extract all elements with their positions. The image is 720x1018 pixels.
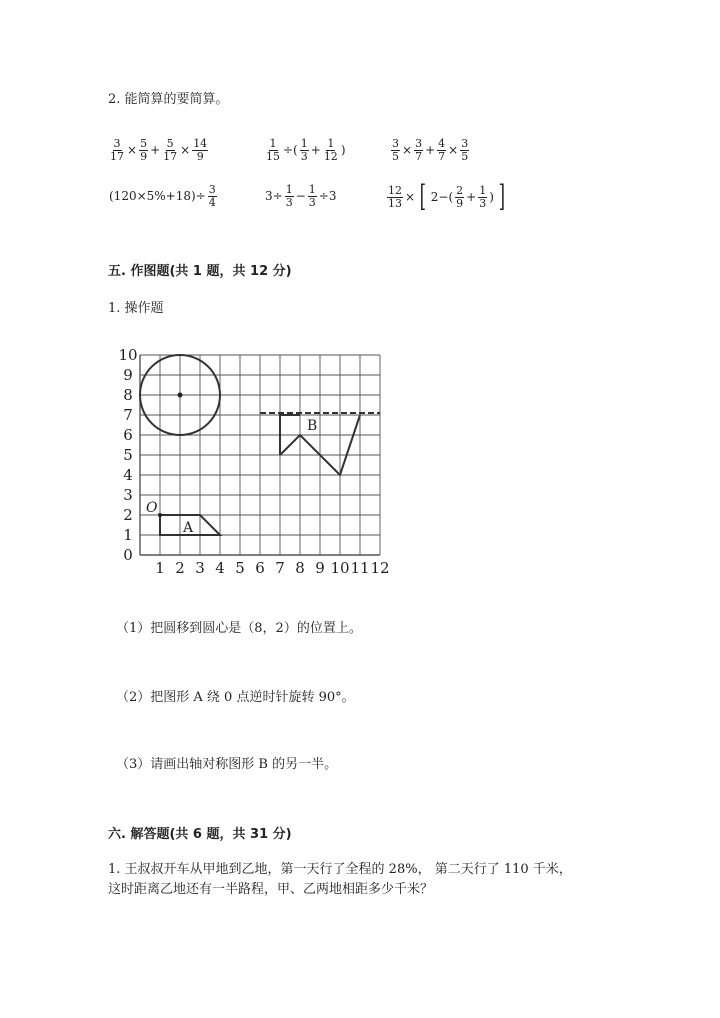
fraction: $\frac{3}{7}$	[415, 137, 423, 163]
section-5-title: 五. 作图题(共 1 题，共 12 分)	[108, 264, 292, 279]
problem-1-line-2: 这时距离乙地还有一半路程，甲、乙两地相距多少千米？	[108, 882, 434, 897]
problem-1-line-1: 1. 王叔叔开车从甲地到乙地，第一天行了全程的 28%， 第二天行了 110 千米，	[108, 862, 572, 877]
y-axis-label: 6	[123, 426, 133, 444]
x-axis-label: 6	[255, 559, 265, 577]
fraction: $\frac{1}{3}$	[300, 137, 308, 163]
question-1-heading: 1. 操作题	[108, 301, 164, 316]
right-bracket: ]	[498, 179, 505, 214]
x-axis-label: 12	[370, 559, 390, 577]
fraction: $\frac{5}{9}$	[140, 137, 148, 163]
fraction: $\frac{3}{17}$	[110, 137, 124, 163]
fraction: $\frac{3}{5}$	[461, 137, 469, 163]
fraction: $\frac{1}{15}$	[266, 137, 280, 163]
x-axis-label: 11	[350, 559, 370, 577]
y-axis-label: 4	[123, 466, 133, 484]
x-axis-label: 2	[175, 559, 185, 577]
expression-1: $\frac{3}{17}$ × $\frac{5}{9}$ + $\frac{5}{17}$ × $\frac{14}{9}$	[110, 137, 208, 163]
origin-point	[158, 513, 162, 517]
x-axis-label: 4	[215, 559, 225, 577]
y-axis-label: 9	[123, 366, 133, 384]
expression-5: 3÷ $\frac{1}{3}$ − $\frac{1}{3}$ ÷3	[265, 183, 337, 209]
sub-question-1: （1）把圆移到圆心是（8，2）的位置上。	[116, 621, 362, 636]
circle-center-dot	[178, 393, 183, 398]
section-6-title: 六. 解答题(共 6 题，共 31 分)	[108, 827, 292, 842]
y-axis-label: 3	[123, 486, 133, 504]
fraction: $\frac{3}{5}$	[392, 137, 399, 163]
y-axis-label: 7	[123, 406, 133, 424]
y-axis-label: 10	[118, 346, 138, 364]
y-axis-label: 2	[123, 506, 133, 524]
fraction: $\frac{1}{3}$	[479, 183, 487, 210]
fraction: $\frac{4}{7}$	[438, 137, 446, 163]
origin-label: O	[146, 500, 158, 516]
fraction: $\frac{2}{9}$	[456, 183, 464, 210]
y-axis-label: 1	[123, 526, 133, 544]
y-axis-label: 0	[123, 546, 133, 564]
x-axis-label: 1	[155, 559, 165, 577]
expression-6: $\frac{12}{13}$ × [ 2−( $\frac{2}{9}$ + $\frac{1}{3}$ ) ]	[388, 179, 505, 214]
x-axis-label: 3	[195, 559, 205, 577]
y-axis-labels	[118, 346, 137, 564]
fraction: $\frac{14}{9}$	[193, 137, 208, 163]
grid-lines	[140, 355, 380, 555]
x-axis-labels	[155, 559, 389, 577]
x-axis-label: 8	[295, 559, 305, 577]
shape-b-label: B	[307, 418, 318, 434]
x-axis-label: 10	[330, 559, 350, 577]
fraction: $\frac{12}{13}$	[388, 183, 402, 210]
question-2-heading: 2. 能简算的要简算。	[108, 92, 229, 107]
fraction: $\frac{3}{4}$	[208, 183, 216, 209]
y-axis-label: 8	[123, 386, 133, 404]
expression-2: $\frac{1}{15}$ ÷( $\frac{1}{3}$ + $\frac{1}{12}$ )	[266, 137, 346, 163]
x-axis-label: 5	[235, 559, 245, 577]
expression-3: $\frac{3}{5}$ × $\frac{3}{7}$ + $\frac{4}{7}$ × $\frac{3}{5}$	[392, 137, 469, 163]
sub-question-3: （3）请画出轴对称图形 B 的另一半。	[116, 757, 338, 772]
fraction: $\frac{1}{12}$	[323, 137, 338, 163]
left-bracket: [	[419, 179, 427, 214]
y-axis-label: 5	[123, 446, 133, 464]
expression-4: (120×5%+18)÷ $\frac{3}{4}$	[109, 183, 216, 209]
sub-question-2: （2）把图形 A 绕 0 点逆时针旋转 90°。	[116, 690, 355, 705]
fraction: $\frac{1}{3}$	[308, 183, 316, 209]
shape-a-label: A	[183, 520, 194, 536]
x-axis-label: 9	[315, 559, 325, 577]
fraction: $\frac{1}{3}$	[285, 183, 293, 209]
fraction: $\frac{5}{17}$	[163, 137, 178, 163]
x-axis-label: 7	[275, 559, 285, 577]
